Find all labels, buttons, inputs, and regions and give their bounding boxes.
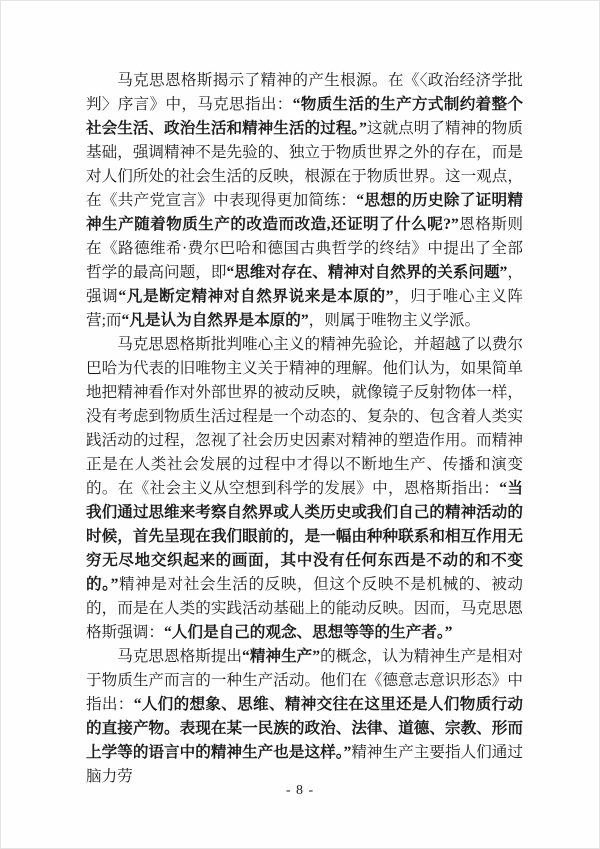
paragraph-3 <box>86 645 523 789</box>
emphasis-text: “精神生产” <box>242 648 321 665</box>
body-text: 这就点明了精神的物质基础，强调精神不是先验的、独立于物质世界之外的存在，而是对人们所处的社会生活的反映，根源在于物质世界。这一观点，在《共产党宣言》中表现得更加简练： <box>86 120 523 209</box>
paragraph-1 <box>86 69 523 333</box>
document-body <box>86 69 523 789</box>
emphasis-text: “思维对存在、精神对自然界的关系问题” <box>226 264 508 281</box>
body-text: ，强调 <box>86 264 523 305</box>
body-text: 精神生产主要指人们通过脑力劳 <box>86 744 523 785</box>
body-text: 马克思恩格斯批判唯心主义的精神先验论，并超越了以费尔巴哈为代表的旧唯物主义关于精神的理解。他们认为，如果简单地把精神看作对外部世界的被动反映，就像镜子反射物体一样，没有考虑到物质生活过程是一个动态的、复杂的、包含着人类实践活动的过程，忽视了社会历史因素对精神的塑造作用。而精神正是在人类社会发展的过程中才得以不断地生产、传播和演变的。在《社会主义从空想到科学的发展》中，恩格斯指出： <box>86 336 523 497</box>
emphasis-text: “思想的历史除了证明精神生产随着物质生产的改造而改造,还证明了什么呢?” <box>86 192 523 233</box>
emphasis-text: “人们是自己的观念、思想等等的生产者。” <box>163 624 453 641</box>
body-text: 马克思恩格斯提出 <box>117 648 243 665</box>
page-number: - 8 - <box>285 783 315 798</box>
emphasis-text: “当我们通过思维来考察自然界或人类历史或我们自己的精神活动的时候，首先呈现在我们眼前的，是一幅由种种联系和相互作用无穷无尽地交织起来的画面，其中没有任何东西是不动的和不变的。” <box>86 480 523 593</box>
emphasis-text: “物质生活的生产方式制约着整个社会生活、政治生活和精神生活的过程。” <box>86 96 523 137</box>
emphasis-text: “凡是认为自然界是本原的” <box>121 312 309 329</box>
body-text: ，归于唯心主义阵营;而 <box>86 288 523 329</box>
emphasis-text: “凡是断定精神对自然界说来是本原的” <box>118 288 394 305</box>
body-text: 恩格斯则在《路德维希·费尔巴哈和德国古典哲学的终结》中提出了全部哲学的最高问题，即 <box>86 216 523 281</box>
body-text: 精神是对社会生活的反映，但这个反映不是机械的、被动的，而是在人类的实践活动基础上的能动反映。因而，马克思恩格斯强调： <box>86 576 523 641</box>
body-text: ，则属于唯物主义学派。 <box>308 312 481 329</box>
body-text: 马克思恩格斯揭示了精神的产生根源。在《〈政治经济学批判〉序言》中，马克思指出： <box>86 72 523 113</box>
body-text: 的概念，认为精神生产是相对于物质生产而言的一种生产活动。他们在《德意志意识形态》中指出： <box>86 648 523 713</box>
emphasis-text: “人们的想象、思维、精神交往在这里还是人们物质行动的直接产物。表现在某一民族的政治、法律、道德、宗教、形而上学等的语言中的精神生产也是这样。” <box>86 696 523 761</box>
paragraph-2 <box>86 333 523 645</box>
